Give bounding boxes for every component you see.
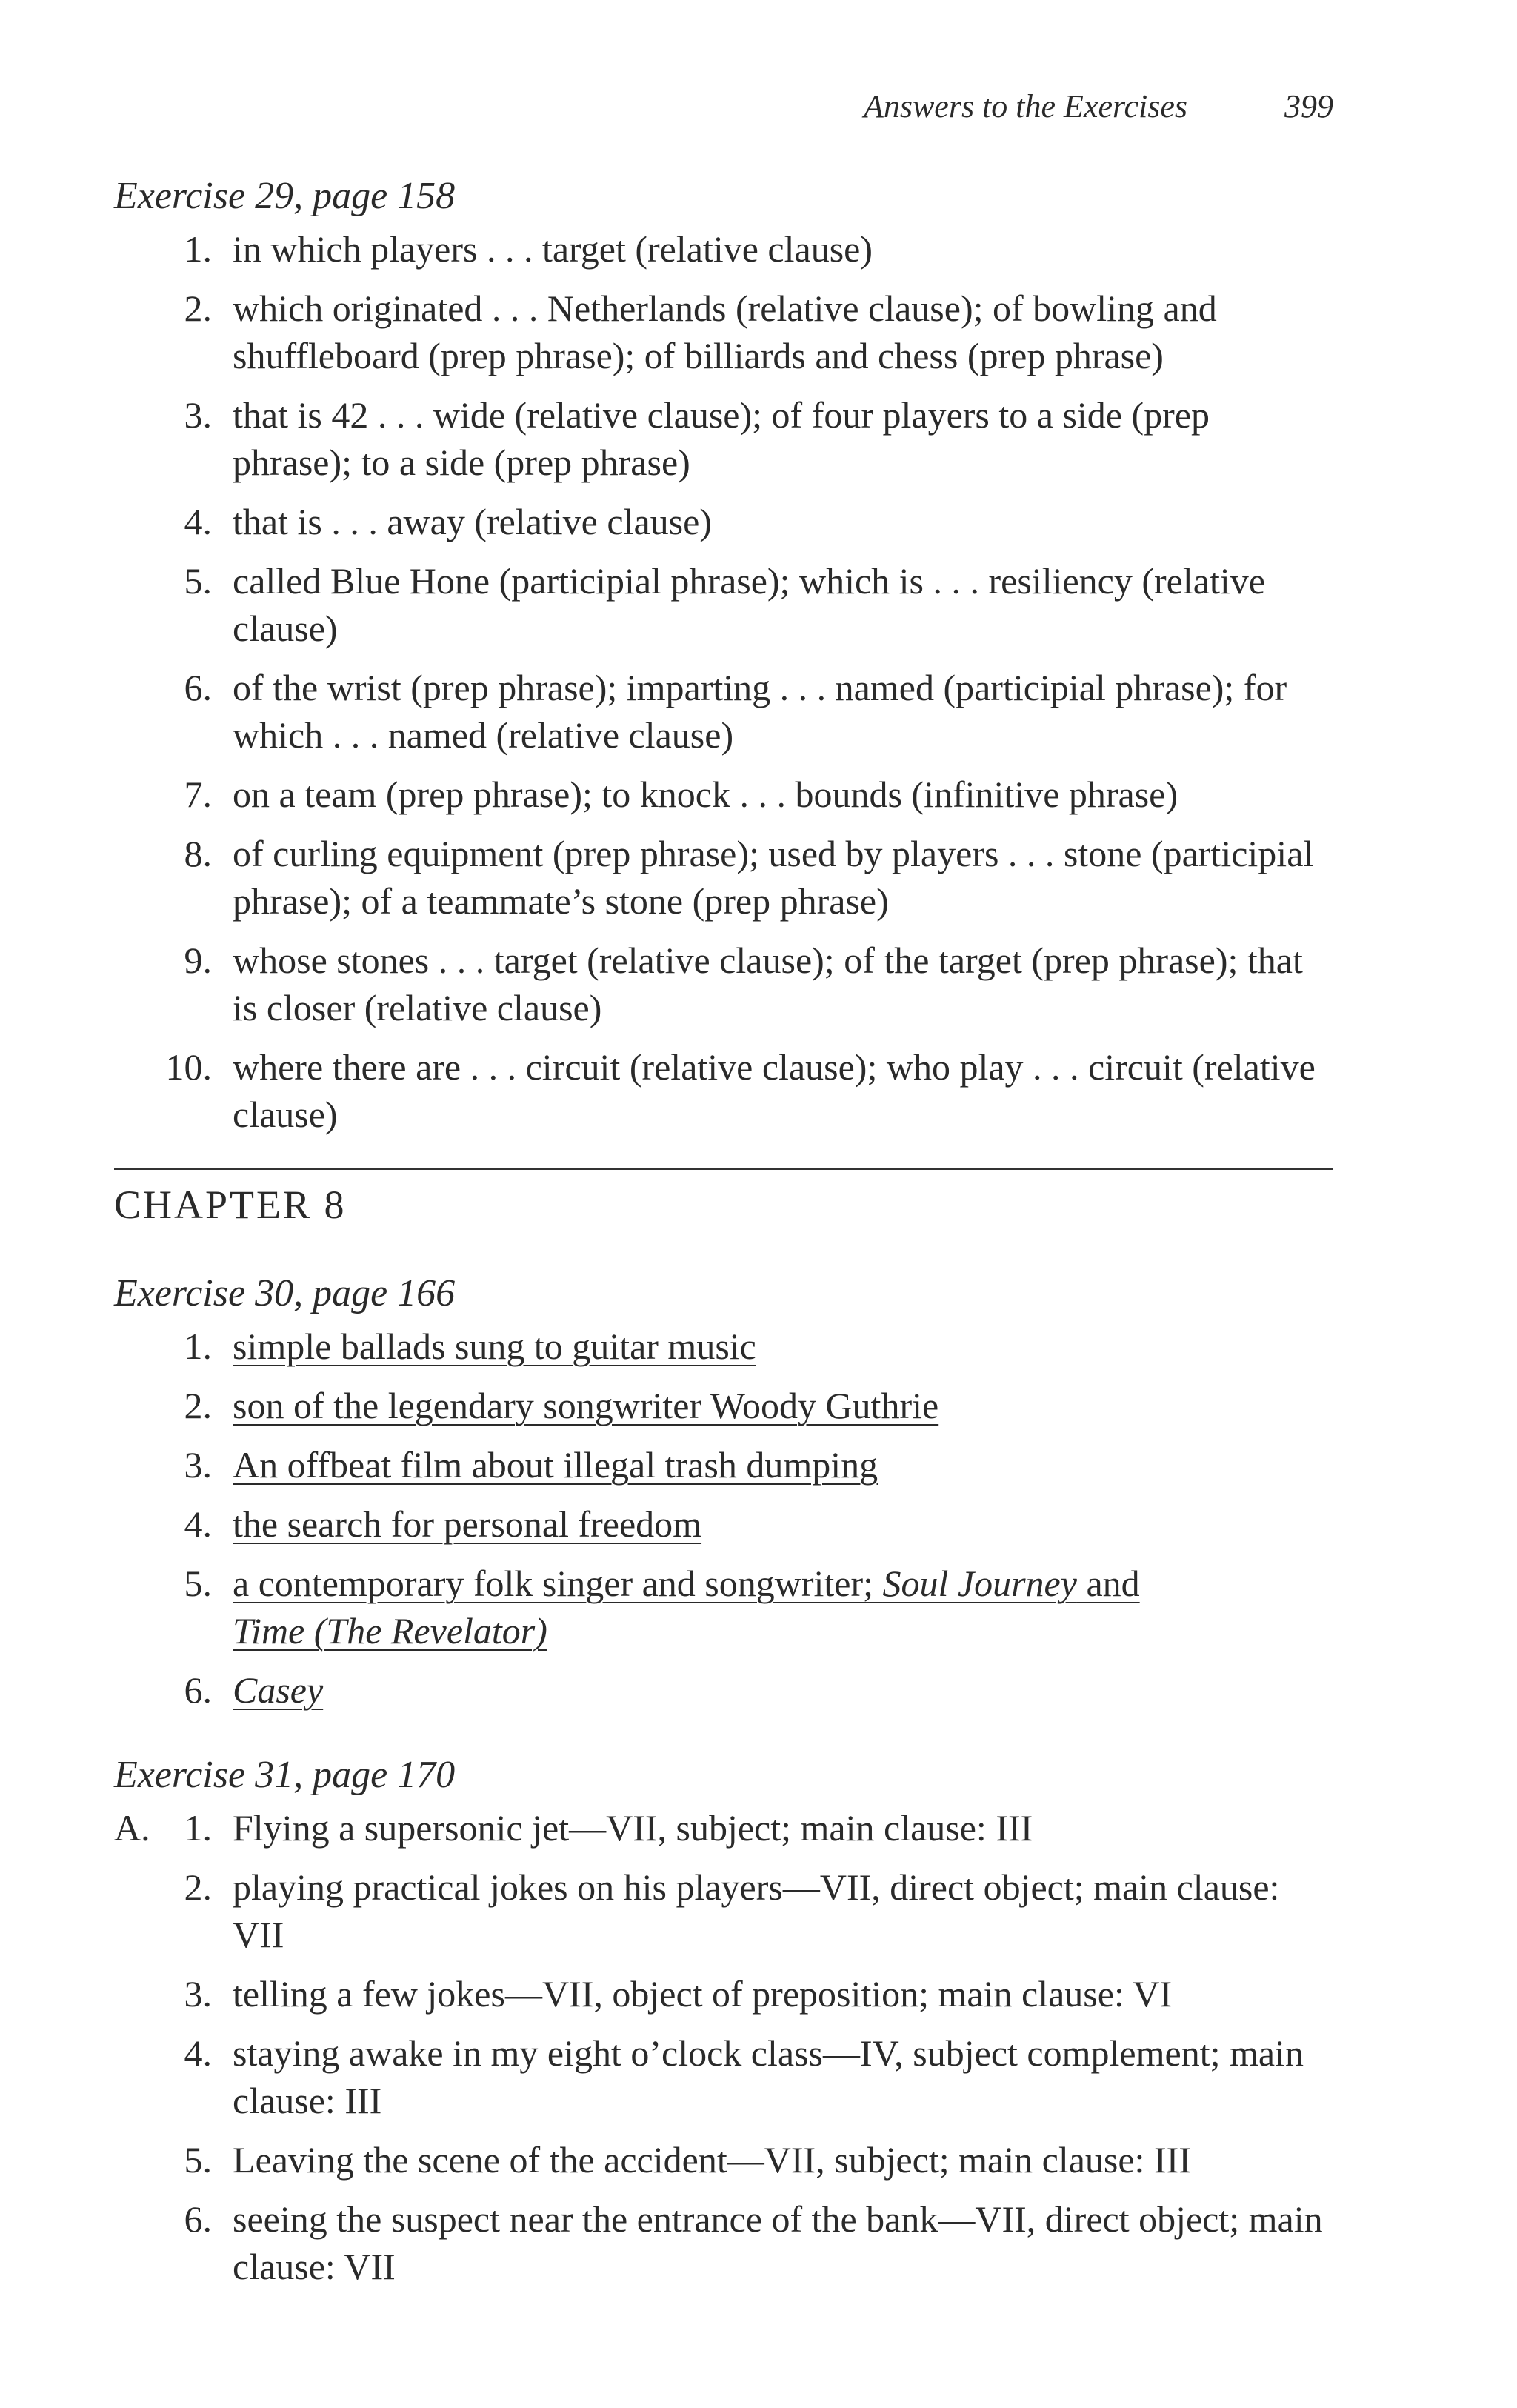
item-number: 5. xyxy=(184,2139,212,2181)
item-text: and xyxy=(1076,1563,1140,1604)
item-number: 10. xyxy=(165,1046,212,1088)
page-number: 399 xyxy=(1284,88,1333,124)
item-number: 4. xyxy=(184,2032,212,2074)
list-item xyxy=(114,1560,1333,1654)
item-text: of curling equipment (prep phrase); used by players . . . stone (participial phrase); of a teammate’s stone (prep phrase) xyxy=(233,833,1314,922)
list-item xyxy=(114,225,1333,273)
exercise-30-heading: Exercise 30, page 166 xyxy=(114,1272,456,1314)
list-item xyxy=(114,830,1333,925)
item-number: 6. xyxy=(184,2198,212,2240)
list-item xyxy=(114,498,1333,545)
item-number: 3. xyxy=(184,394,212,436)
item-number: 9. xyxy=(184,939,212,981)
list-item xyxy=(114,1970,1333,2018)
item-text: called Blue Hone (participial phrase); which is . . . resiliency (relative clause) xyxy=(233,560,1265,649)
item-title-italic: Time (The Revelator) xyxy=(233,1610,547,1652)
item-text: telling a few jokes—VII, object of preposition; main clause: VI xyxy=(233,1973,1173,2015)
list-item xyxy=(114,285,1333,379)
item-text: whose stones . . . target (relative clause); of the target (prep phrase); that is closer (relative clause) xyxy=(233,939,1303,1028)
section-letter: A. xyxy=(114,1807,150,1849)
item-number: 6. xyxy=(184,667,212,708)
item-title-italic: Casey xyxy=(233,1669,324,1711)
item-number: 2. xyxy=(184,287,212,329)
exercise-29-heading: Exercise 29, page 158 xyxy=(114,175,456,217)
list-item xyxy=(114,771,1333,818)
item-number: 7. xyxy=(184,774,212,815)
running-head xyxy=(0,87,1333,125)
list-item xyxy=(114,1441,1333,1489)
item-text: Leaving the scene of the accident—VII, subject; main clause: III xyxy=(233,2139,1191,2181)
item-number: 8. xyxy=(184,833,212,874)
exercise-31-heading: Exercise 31, page 170 xyxy=(114,1754,456,1796)
item-number: 1. xyxy=(184,228,212,270)
item-number: 4. xyxy=(184,501,212,542)
list-item xyxy=(114,2136,1333,2184)
item-number: 3. xyxy=(184,1444,212,1486)
item-text: son of the legendary songwriter Woody Guthrie xyxy=(233,1385,939,1426)
item-text: simple ballads sung to guitar music xyxy=(233,1326,756,1367)
item-number: 5. xyxy=(184,1563,212,1604)
item-text: Flying a supersonic jet—VII, subject; main clause: III xyxy=(233,1807,1033,1849)
list-item xyxy=(114,1500,1333,1548)
item-number: 5. xyxy=(184,560,212,602)
list-item xyxy=(114,1382,1333,1429)
item-text: staying awake in my eight o’clock class—IV, subject complement; main clause: III xyxy=(233,2032,1304,2121)
item-text: that is 42 . . . wide (relative clause); of four players to a side (prep phrase); to a side (prep phrase) xyxy=(233,394,1210,483)
item-text: where there are . . . circuit (relative clause); who play . . . circuit (relative clause) xyxy=(233,1046,1316,1135)
item-number: 6. xyxy=(184,1669,212,1711)
section-divider xyxy=(114,1168,1333,1170)
list-item xyxy=(114,664,1333,759)
item-text: of the wrist (prep phrase); imparting . . . named (participial phrase); for which . . . named (relative clause) xyxy=(233,667,1287,756)
running-head-title: Answers to the Exercises xyxy=(863,88,1187,124)
list-item xyxy=(114,1043,1333,1138)
list-item xyxy=(114,1323,1333,1370)
item-title-italic: Soul Journey xyxy=(882,1563,1077,1604)
list-item xyxy=(114,2195,1333,2290)
item-number: 1. xyxy=(184,1807,212,1849)
item-text: the search for personal freedom xyxy=(233,1503,702,1545)
item-number: 4. xyxy=(184,1503,212,1545)
list-item xyxy=(114,1804,1333,1852)
list-item xyxy=(114,1666,1333,1714)
exercise-29-list xyxy=(114,225,1333,1138)
item-number: 1. xyxy=(184,1326,212,1367)
item-text: in which players . . . target (relative clause) xyxy=(233,228,873,270)
item-text: An offbeat film about illegal trash dumping xyxy=(233,1444,878,1486)
item-number: 2. xyxy=(184,1866,212,1908)
item-number: 3. xyxy=(184,1973,212,2015)
list-item xyxy=(114,1863,1333,1958)
list-item xyxy=(114,557,1333,652)
item-text: that is . . . away (relative clause) xyxy=(233,501,712,542)
page-content xyxy=(114,172,1333,2302)
item-text: a contemporary folk singer and songwriter; xyxy=(233,1563,883,1604)
exercise-31-list xyxy=(114,1804,1333,2290)
item-text: playing practical jokes on his players—VII, direct object; main clause: VII xyxy=(233,1866,1280,1955)
list-item xyxy=(114,2029,1333,2124)
item-text: seeing the suspect near the entrance of the bank—VII, direct object; main clause: VII xyxy=(233,2198,1323,2287)
list-item xyxy=(114,391,1333,486)
exercise-31-section-a xyxy=(114,1804,1333,2290)
item-text: which originated . . . Netherlands (relative clause); of bowling and shuffleboard (prep phrase); of billiards and chess (prep phrase) xyxy=(233,287,1217,376)
item-text: on a team (prep phrase); to knock . . . bounds (infinitive phrase) xyxy=(233,774,1178,815)
list-item xyxy=(114,937,1333,1031)
item-number: 2. xyxy=(184,1385,212,1426)
chapter-heading: CHAPTER 8 xyxy=(114,1183,347,1227)
exercise-30-list xyxy=(114,1323,1333,1714)
